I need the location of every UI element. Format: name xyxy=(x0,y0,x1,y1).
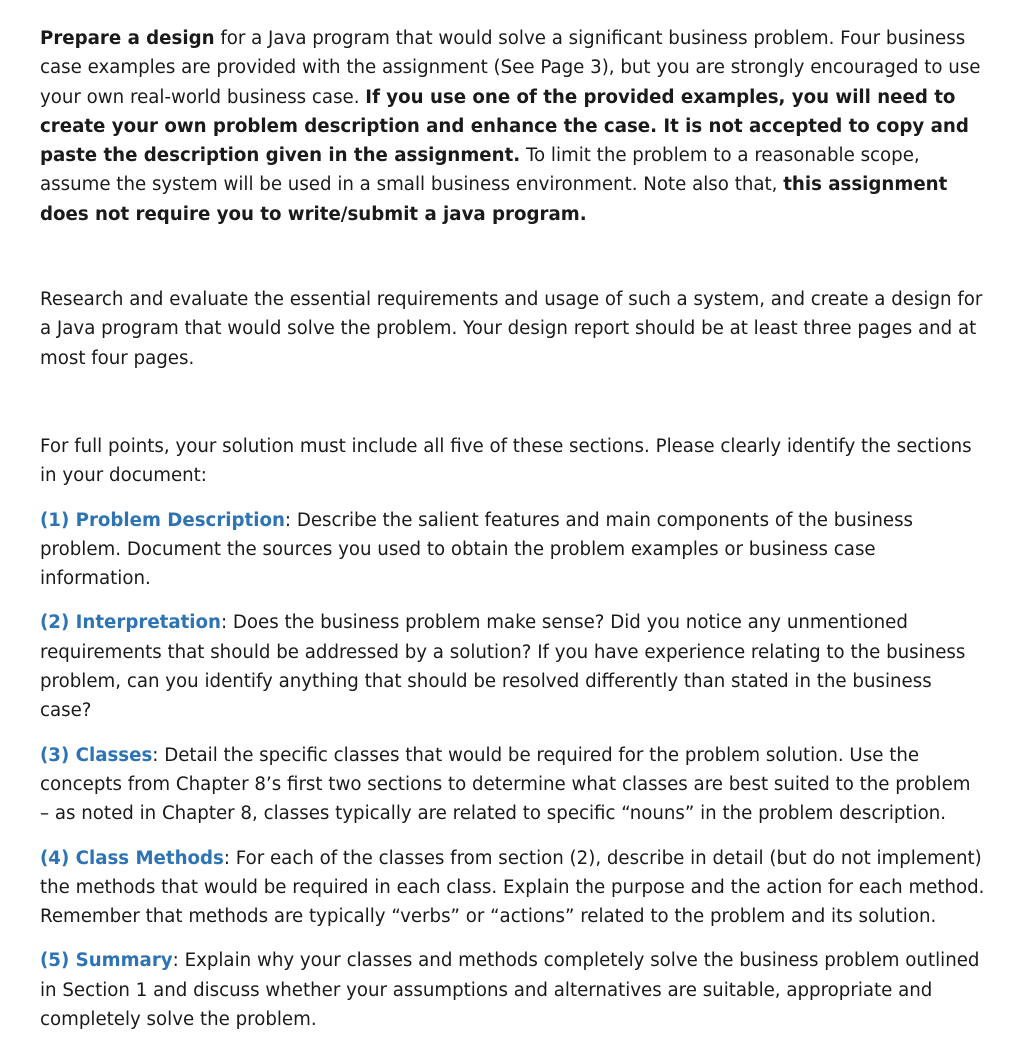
section-heading: (2) Interpretation xyxy=(40,612,221,634)
section-problem-description xyxy=(40,506,985,594)
for-full-points-paragraph: For full points, your solution must include all five of these sections. Please clearly identify the sections in your document: xyxy=(40,435,972,487)
section-body: : Explain why your classes and methods completely solve the business problem outlined in Section 1 and discuss whether your assumptions and alternatives are suitable, appropriate and completely solve the problem. xyxy=(40,950,980,1031)
section-interpretation xyxy=(40,608,985,725)
intro-paragraph xyxy=(40,24,985,229)
intro-bold-no-program: this assignment does not require you to write/submit a java program. xyxy=(40,174,948,225)
section-body: : Detail the specific classes that would be required for the problem solution. Use the concepts from Chapter 8’s first two sections to determine what classes are best suited to the problem – as noted in Chapter 8, classes typically are related to specific “nouns” in the problem description. xyxy=(40,744,971,825)
assignment-document xyxy=(40,24,985,1049)
section-class-methods xyxy=(40,844,985,932)
section-heading: (1) Problem Description xyxy=(40,509,285,531)
intro-text-1: for a Java program that would solve a significant business problem. Four business case examples are provided with the assignment (See Page 3), but you are strongly encouraged to use your own real-world business case. xyxy=(40,28,981,108)
section-heading: (5) Summary xyxy=(40,950,173,972)
section-body: : Does the business problem make sense? Did you notice any unmentioned requirements that should be addressed by a solution? If you have experience relating to the business problem, can you identify anything that should be resolved differently than stated in the business case? xyxy=(40,612,966,722)
section-heading: (4) Class Methods xyxy=(40,847,224,869)
section-body: : Describe the salient features and main components of the business problem. Document the sources you used to obtain the problem examples or business case information. xyxy=(40,509,914,590)
section-body: : For each of the classes from section (2), describe in detail (but do not implement) the methods that would be required in each class. Explain the purpose and the action for each method. Remember that methods are typically “verbs” or “actions” related to the problem and its solution. xyxy=(40,847,985,928)
section-classes xyxy=(40,741,985,829)
intro-bold-requirement: If you use one of the provided examples, you will need to create your own problem description and enhance the case. It is not accepted to copy and paste the description given in the assignment. xyxy=(40,86,969,167)
research-paragraph: Research and evaluate the essential requirements and usage of such a system, and create a design for a Java program that would solve the problem. Your design report should be at least three pages and at most four pages. xyxy=(40,289,983,369)
intro-text-3: To limit the problem to a reasonable scope, assume the system will be used in a small business environment. Note also that, xyxy=(40,145,920,196)
section-heading: (3) Classes xyxy=(40,744,153,766)
section-summary xyxy=(40,946,985,1034)
intro-lead-bold: Prepare a design xyxy=(40,28,215,49)
